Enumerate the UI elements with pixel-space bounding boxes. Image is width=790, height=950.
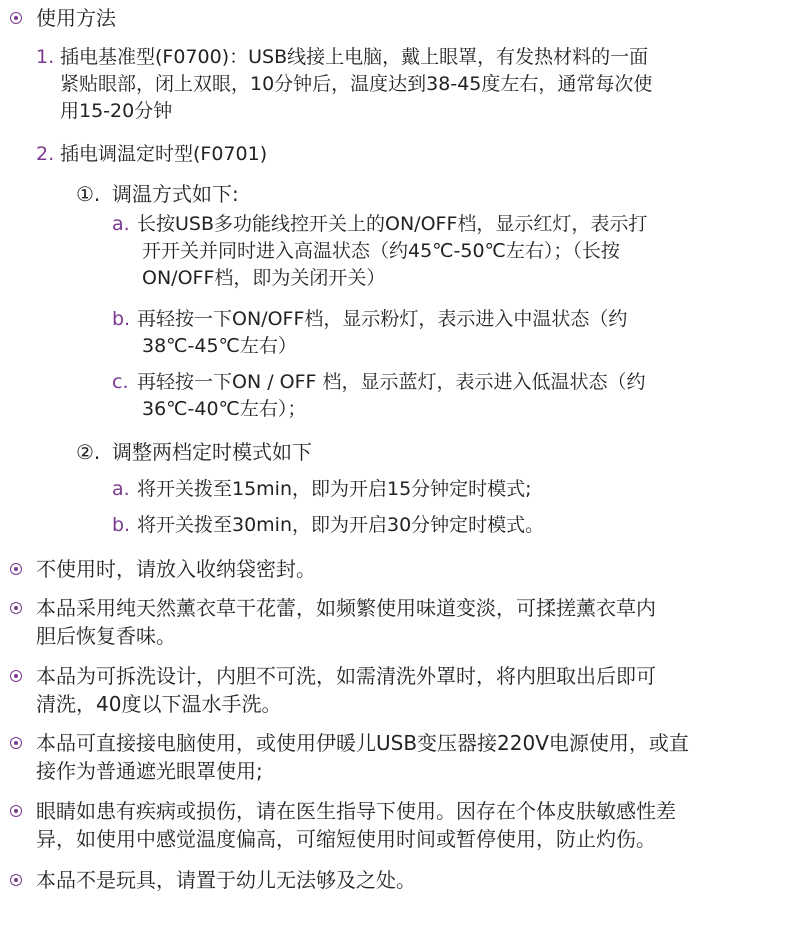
item-marker: b. xyxy=(112,514,131,536)
step-1-line: 紧贴眼部，闭上双眼，10分钟后，温度达到38-45度左右，通常每次使 xyxy=(60,73,653,95)
item-marker: c. xyxy=(112,371,129,393)
step-2-title: 插电调温定时型(F0701) xyxy=(60,143,268,165)
circled-dot-icon xyxy=(10,602,22,614)
note-line: 眼睛如患有疾病或损伤，请在医生指导下使用。因存在个体皮肤敏感性差 xyxy=(36,799,676,823)
item-line: 长按USB多功能线控开关上的ON/OFF档，显示红灯，表示打 xyxy=(137,213,648,235)
subsection-title: 调整两档定时模式如下 xyxy=(112,440,312,464)
note-line: 本品可直接接电脑使用，或使用伊暖儿USB变压器接220V电源使用，或直 xyxy=(36,731,689,755)
circled-dot-icon xyxy=(10,670,22,682)
note-line: 清洗，40度以下温水手洗。 xyxy=(36,692,282,716)
item-line: 开开关并同时进入高温状态（约45℃-50℃左右）；（长按 xyxy=(142,240,620,262)
note-line: 本品不是玩具，请置于幼儿无法够及之处。 xyxy=(36,868,416,892)
note-line: 本品为可拆洗设计，内胆不可洗，如需清洗外罩时，将内胆取出后即可 xyxy=(36,664,656,688)
note-line: 接作为普通遮光眼罩使用; xyxy=(36,759,263,783)
item-line: 将开关拨至15min，即为开启15分钟定时模式; xyxy=(137,478,532,500)
circled-dot-icon xyxy=(10,12,22,24)
subsection-marker: ①. xyxy=(76,182,101,206)
item-line: 将开关拨至30min，即为开启30分钟定时模式。 xyxy=(137,514,545,536)
step-1-line: 插电基准型(F0700)：USB线接上电脑，戴上眼罩，有发热材料的一面 xyxy=(60,46,649,68)
step-marker: 1. xyxy=(36,46,55,68)
circled-dot-icon xyxy=(10,737,22,749)
item-line: 36℃-40℃左右）； xyxy=(142,398,307,420)
circled-dot-icon xyxy=(10,563,22,575)
item-marker: b. xyxy=(112,308,131,330)
step-1-line: 用15-20分钟 xyxy=(60,100,173,122)
item-line: ON/OFF档，即为关闭开关） xyxy=(142,267,386,289)
item-marker: a. xyxy=(112,213,130,235)
item-line: 38℃-45℃左右） xyxy=(142,335,297,357)
subsection-marker: ②. xyxy=(76,440,101,464)
step-marker: 2. xyxy=(36,143,55,165)
note-line: 不使用时，请放入收纳袋密封。 xyxy=(36,557,316,581)
note-line: 异，如使用中感觉温度偏高，可缩短使用时间或暂停使用，防止灼伤。 xyxy=(36,827,656,851)
note-line: 胆后恢复香味。 xyxy=(36,624,176,648)
item-line: 再轻按一下ON/OFF档，显示粉灯，表示进入中温状态（约 xyxy=(137,308,628,330)
subsection-title: 调温方式如下: xyxy=(112,182,239,206)
usage-title: 使用方法 xyxy=(36,6,116,30)
item-line: 再轻按一下ON / OFF 档，显示蓝灯，表示进入低温状态（约 xyxy=(137,371,646,393)
note-line: 本品采用纯天然薰衣草干花蕾，如频繁使用味道变淡，可揉搓薰衣草内 xyxy=(36,596,656,620)
circled-dot-icon xyxy=(10,805,22,817)
item-marker: a. xyxy=(112,478,130,500)
circled-dot-icon xyxy=(10,874,22,886)
